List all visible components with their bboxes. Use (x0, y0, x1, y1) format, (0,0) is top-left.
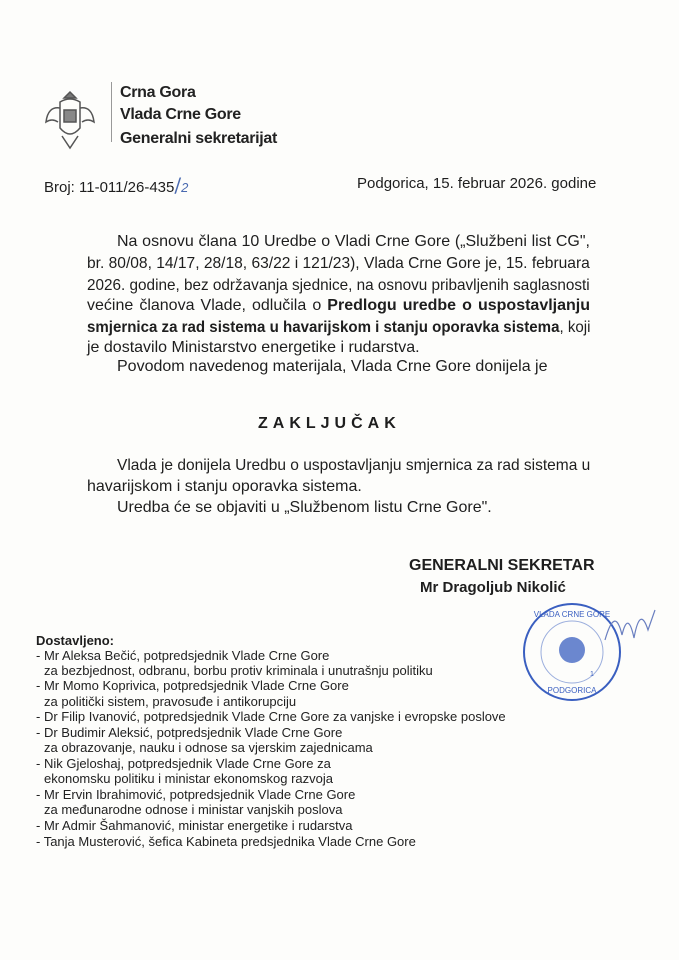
distribution-item: - Mr Momo Koprivica, potpredsjednik Vlade Crne Gore (36, 678, 349, 693)
reference-number: Broj: 11-011/26-435/2 (44, 173, 189, 197)
distribution-item: za bezbjednost, odbranu, borbu protiv kriminala i unutrašnju politiku (44, 663, 433, 678)
body-line: br. 80/08, 14/17, 28/18, 63/22 i 121/23), Vlada Crne Gore je, 15. februara (87, 255, 590, 272)
distribution-item: - Dr Budimir Aleksić, potpredsjednik Vlade Crne Gore (36, 725, 343, 740)
body-text: , koji (559, 319, 591, 336)
distribution-item: - Dr Filip Ivanović, potpredsjednik Vlade Crne Gore za vanjske i evropske poslove (36, 709, 506, 724)
handwritten-suffix: 2 (181, 180, 189, 195)
body-line (87, 296, 590, 316)
distribution-item: - Mr Admir Šahmanović, ministar energetike i rudarstva (36, 818, 353, 833)
conclusion-title: ZAKLJUČAK (258, 415, 401, 432)
stamp-city: PODGORICA (547, 686, 597, 695)
distribution-item: - Tanja Musterović, šefica Kabineta predsjednika Vlade Crne Gore (36, 834, 416, 849)
stamp-text: VLADA CRNE GORE (533, 610, 611, 619)
body-line: Povodom navedenog materijala, Vlada Crne Gore donijela je (117, 358, 548, 375)
conclusion-line: havarijskom i stanju oporavka sistema. (87, 478, 362, 495)
body-line: je dostavilo Ministarstvo energetike i rudarstva. (87, 339, 420, 356)
stamp-emblem-icon (559, 637, 585, 663)
distribution-item: - Mr Aleksa Bečić, potpredsjednik Vlade Crne Gore (36, 648, 330, 663)
distribution-item: ekonomsku politiku i ministar ekonomskog razvoja (44, 771, 334, 786)
body-line: 2026. godine, bez održavanja sjednice, na osnovu pribavljenih saglasnosti (87, 277, 590, 294)
signature-name: Mr Dragoljub Nikolić (420, 579, 566, 596)
header-divider (111, 82, 112, 142)
distribution-item: za obrazovanje, nauku i odnose sa vjerskim zajednicama (44, 740, 373, 755)
distribution-item: za politički sistem, pravosuđe i antikorupciju (44, 694, 297, 709)
header-government: Vlada Crne Gore (120, 106, 241, 123)
signature-title: GENERALNI SEKRETAR (409, 557, 595, 574)
coat-of-arms-icon (44, 88, 96, 154)
body-line (87, 318, 590, 338)
distribution-item: - Nik Gjeloshaj, potpredsjednik Vlade Crne Gore za (36, 756, 331, 771)
stamp-number: 1 (590, 671, 594, 678)
distribution-item: - Mr Ervin Ibrahimović, potpredsjednik Vlade Crne Gore (36, 787, 356, 802)
distribution-title: Dostavljeno: (36, 633, 115, 648)
body-line: Na osnovu člana 10 Uredbe o Vladi Crne Gore („Službeni list CG", (117, 233, 590, 250)
reference-number-text: Broj: 11-011/26-435 (44, 179, 175, 196)
place-date: Podgorica, 15. februar 2026. godine (357, 175, 597, 192)
header-country: Crna Gora (120, 84, 196, 101)
handwritten-signature (600, 600, 660, 650)
body-text-bold: smjernica za rad sistema u havarijskom i stanju oporavka sistema (87, 319, 560, 336)
body-text: većine članova Vlade, odlučila o (87, 297, 328, 314)
conclusion-line: Uredba će se objaviti u „Službenom listu Crne Gore". (117, 499, 492, 516)
distribution-item: za međunarodne odnose i ministar vanjskih poslova (44, 802, 343, 817)
header-secretariat: Generalni sekretarijat (120, 130, 278, 147)
body-text-bold: Predlogu uredbe o uspostavljanju (327, 297, 590, 314)
conclusion-line: Vlada je donijela Uredbu o uspostavljanju smjernica za rad sistema u (117, 457, 591, 474)
